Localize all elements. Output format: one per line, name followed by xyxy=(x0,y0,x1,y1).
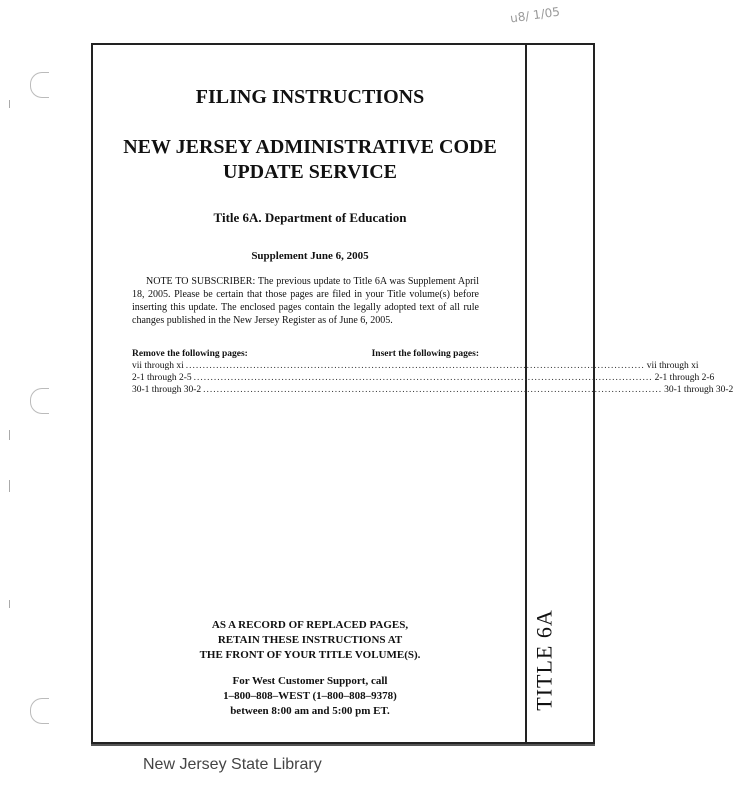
binder-hole-top xyxy=(30,72,49,98)
leader-dots: ........................................................................................................................................ xyxy=(203,385,663,395)
leader-dots: ........................................................................................................................................ xyxy=(193,373,653,383)
page-instructions-table xyxy=(132,349,733,396)
insert-pages: 2-1 through 2-6 xyxy=(654,373,715,383)
support-line: For West Customer Support, call xyxy=(232,675,388,687)
scan-speck xyxy=(9,480,10,492)
page-row xyxy=(132,384,733,396)
handwritten-mark: u8/ 1/05 xyxy=(509,4,561,26)
leader-dots: ........................................................................................................................................ xyxy=(185,361,645,371)
code-title-line2: UPDATE SERVICE xyxy=(223,161,397,183)
remove-header: Remove the following pages: xyxy=(132,349,248,359)
support-phone: 1–800–808–WEST (1–800–808–9378) xyxy=(223,690,397,702)
code-title xyxy=(100,135,520,185)
supplement-heading: Supplement June 6, 2005 xyxy=(251,250,369,262)
pages-header xyxy=(132,349,479,359)
binder-hole-bottom xyxy=(30,698,49,724)
binder-hole-middle xyxy=(30,388,49,414)
remove-pages: 30-1 through 30-2 xyxy=(132,385,202,395)
remove-pages: vii through xi xyxy=(132,361,184,371)
page-row xyxy=(132,372,715,384)
code-title-line1: NEW JERSEY ADMINISTRATIVE CODE xyxy=(123,136,497,158)
frame-bottom-edge xyxy=(91,744,595,746)
remove-pages: 2-1 through 2-5 xyxy=(132,373,192,383)
scan-speck xyxy=(9,600,10,608)
record-line: AS A RECORD OF REPLACED PAGES, xyxy=(211,619,409,631)
record-notice xyxy=(100,618,520,663)
scan-speck xyxy=(9,100,10,108)
department-heading: Title 6A. Department of Education xyxy=(213,210,407,225)
tab-label xyxy=(531,600,559,720)
subscriber-note: NOTE TO SUBSCRIBER: The previous update to Title 6A was Supplement April 18, 2005. Please be certain that those pages are filed in your Title volume(s) before inserting this update. The enclosed pages contain the legally adopted text of all rule changes published in the New Jersey Register as of June 6, 2005. xyxy=(132,276,479,326)
tab-label-text: TITLE 6A xyxy=(532,609,557,711)
insert-pages: vii through xi xyxy=(646,361,699,371)
insert-header: Insert the following pages: xyxy=(371,349,479,359)
insert-pages: 30-1 through 30-2 xyxy=(664,385,733,395)
library-stamp: New Jersey State Library xyxy=(143,756,322,773)
record-line: THE FRONT OF YOUR TITLE VOLUME(S). xyxy=(199,649,421,661)
page-row xyxy=(132,360,699,372)
page-title: FILING INSTRUCTIONS xyxy=(195,86,425,108)
scan-speck xyxy=(9,430,10,440)
support-info xyxy=(100,674,520,719)
record-line: RETAIN THESE INSTRUCTIONS AT xyxy=(217,634,403,646)
support-hours: between 8:00 am and 5:00 pm ET. xyxy=(230,705,390,717)
